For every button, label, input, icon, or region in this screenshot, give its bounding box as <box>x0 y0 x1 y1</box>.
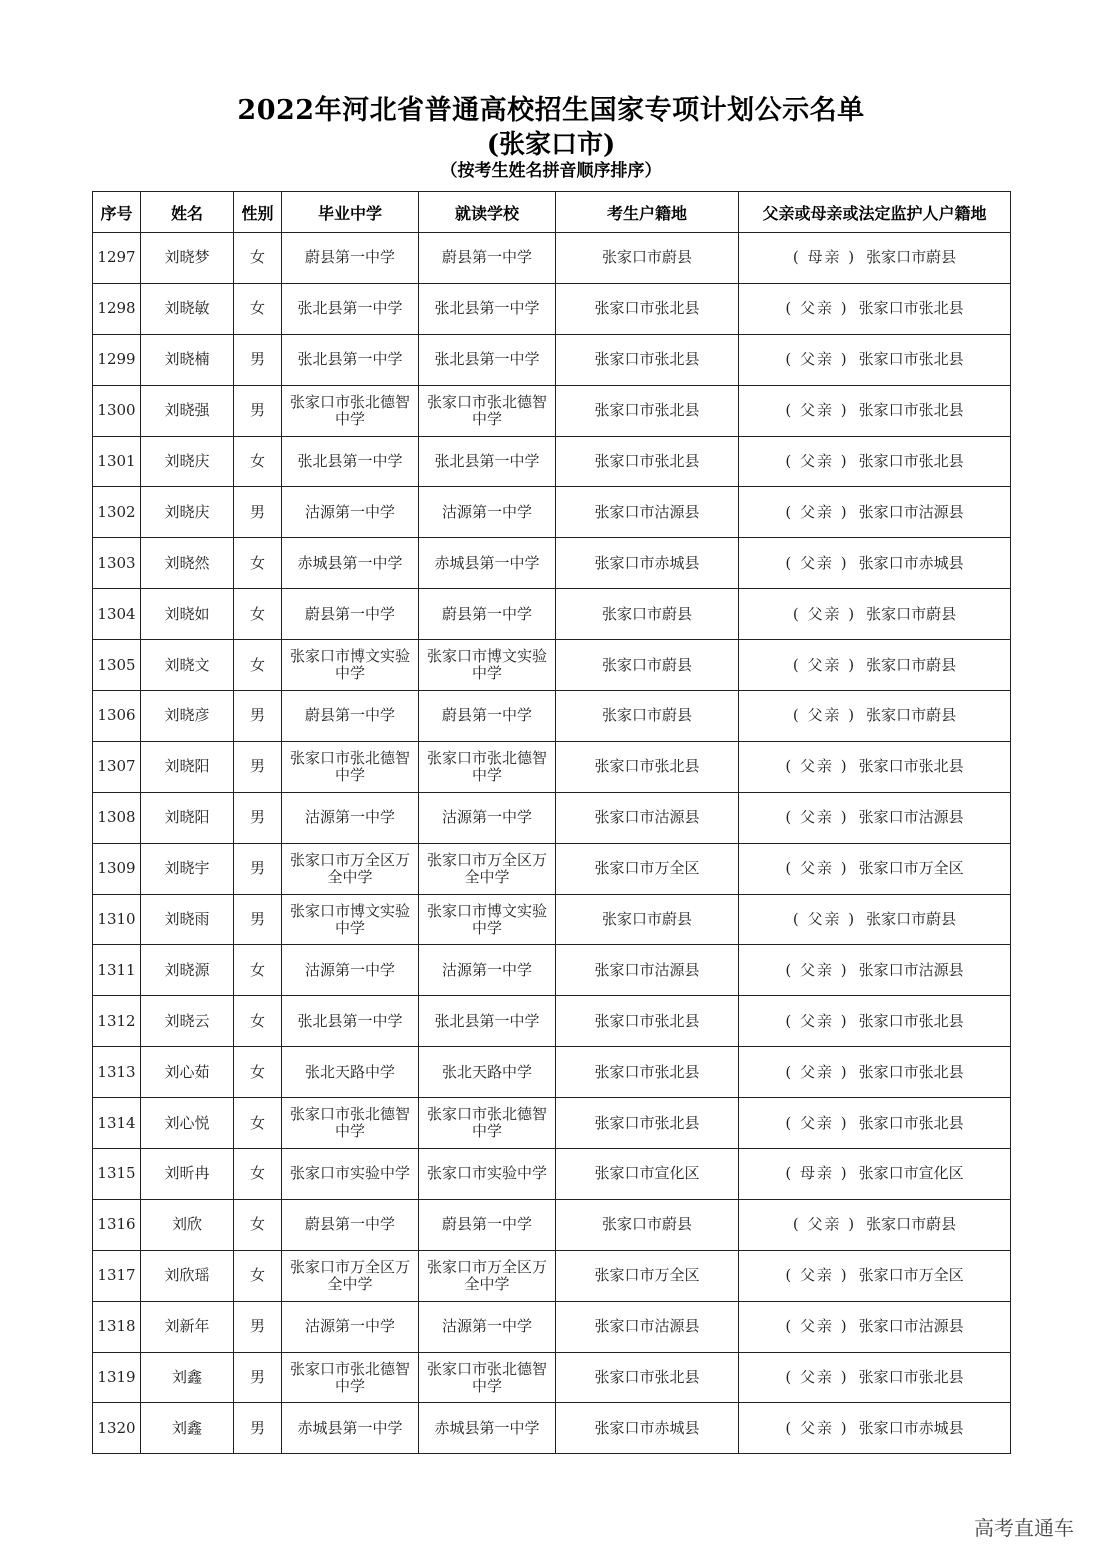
guardian-relation: ( 父亲 ) <box>785 1418 849 1437</box>
guardian-relation: ( 父亲 ) <box>785 1368 849 1387</box>
cell-grad-school: 赤城县第一中学 <box>282 1403 419 1454</box>
cell-residence: 张家口市蔚县 <box>556 1199 739 1250</box>
cell-gender: 男 <box>234 487 282 538</box>
cell-guardian <box>739 283 1011 334</box>
cell-current-school: 赤城县第一中学 <box>419 1403 556 1454</box>
cell-residence: 张家口市蔚县 <box>556 691 739 742</box>
cell-grad-school: 张家口市张北德智中学 <box>282 385 419 436</box>
cell-guardian <box>739 945 1011 996</box>
cell-residence: 张家口市万全区 <box>556 843 739 894</box>
cell-name: 刘晓彦 <box>141 691 234 742</box>
table-row <box>93 996 1011 1047</box>
guardian-relation: ( 父亲 ) <box>785 960 849 979</box>
cell-residence: 张家口市蔚县 <box>556 233 739 284</box>
cell-grad-school: 沽源第一中学 <box>282 1301 419 1352</box>
guardian-residence: 张家口市张北县 <box>858 350 964 369</box>
cell-grad-school: 张北县第一中学 <box>282 334 419 385</box>
guardian-relation: ( 父亲 ) <box>785 1011 849 1030</box>
cell-name: 刘晓敏 <box>141 283 234 334</box>
cell-gender: 女 <box>234 1047 282 1098</box>
cell-gender: 男 <box>234 741 282 792</box>
table-row <box>93 487 1011 538</box>
col-header-name: 姓名 <box>141 192 234 233</box>
cell-guardian <box>739 1098 1011 1149</box>
guardian-relation: ( 母亲 ) <box>792 248 857 267</box>
guardian-residence: 张家口市沽源县 <box>858 502 964 521</box>
col-header-grad-school: 毕业中学 <box>282 192 419 233</box>
cell-no: 1313 <box>93 1047 141 1098</box>
col-header-gender: 性别 <box>234 192 282 233</box>
col-header-residence: 考生户籍地 <box>556 192 739 233</box>
guardian-relation: ( 父亲 ) <box>785 1113 849 1132</box>
cell-name: 刘晓雨 <box>141 894 234 945</box>
table-row <box>93 233 1011 284</box>
guardian-relation: ( 父亲 ) <box>785 808 849 827</box>
cell-grad-school: 沽源第一中学 <box>282 487 419 538</box>
cell-grad-school: 蔚县第一中学 <box>282 233 419 284</box>
guardian-relation: ( 父亲 ) <box>785 1266 849 1285</box>
cell-guardian <box>739 1047 1011 1098</box>
cell-no: 1299 <box>93 334 141 385</box>
cell-guardian <box>739 1352 1011 1403</box>
cell-no: 1314 <box>93 1098 141 1149</box>
cell-name: 刘昕冉 <box>141 1149 234 1200</box>
cell-grad-school: 张北天路中学 <box>282 1047 419 1098</box>
table-row <box>93 385 1011 436</box>
cell-gender: 男 <box>234 843 282 894</box>
cell-current-school: 张家口市万全区万全中学 <box>419 1250 556 1301</box>
cell-no: 1308 <box>93 792 141 843</box>
table-row <box>93 589 1011 640</box>
cell-current-school: 张北县第一中学 <box>419 283 556 334</box>
cell-no: 1303 <box>93 538 141 589</box>
cell-current-school: 张北县第一中学 <box>419 436 556 487</box>
cell-gender: 男 <box>234 792 282 843</box>
cell-no: 1312 <box>93 996 141 1047</box>
cell-current-school: 张家口市张北德智中学 <box>419 1098 556 1149</box>
cell-gender: 男 <box>234 894 282 945</box>
guardian-relation: ( 父亲 ) <box>785 452 849 470</box>
cell-no: 1316 <box>93 1199 141 1250</box>
cell-guardian <box>739 1199 1011 1250</box>
cell-no: 1309 <box>93 843 141 894</box>
cell-residence: 张家口市张北县 <box>556 741 739 792</box>
cell-name: 刘晓文 <box>141 640 234 691</box>
cell-no: 1302 <box>93 487 141 538</box>
guardian-residence: 张家口市赤城县 <box>858 553 964 572</box>
guardian-residence: 张家口市蔚县 <box>866 248 957 267</box>
table-row <box>93 1098 1011 1149</box>
guardian-residence: 张家口市蔚县 <box>866 910 957 929</box>
cell-name: 刘晓庆 <box>141 436 234 487</box>
cell-no: 1304 <box>93 589 141 640</box>
cell-no: 1297 <box>93 233 141 284</box>
cell-residence: 张家口市沽源县 <box>556 487 739 538</box>
cell-residence: 张家口市沽源县 <box>556 1301 739 1352</box>
cell-grad-school: 张家口市实验中学 <box>282 1149 419 1200</box>
guardian-relation: ( 父亲 ) <box>792 604 857 623</box>
cell-name: 刘欣 <box>141 1199 234 1250</box>
guardian-residence: 张家口市张北县 <box>858 757 964 776</box>
cell-residence: 张家口市赤城县 <box>556 1403 739 1454</box>
cell-gender: 男 <box>234 385 282 436</box>
col-header-guardian-residence: 父亲或母亲或法定监护人户籍地 <box>739 192 1011 233</box>
cell-current-school: 沽源第一中学 <box>419 792 556 843</box>
cell-name: 刘鑫 <box>141 1403 234 1454</box>
cell-name: 刘晓阳 <box>141 792 234 843</box>
cell-name: 刘欣瑶 <box>141 1250 234 1301</box>
guardian-residence: 张家口市万全区 <box>858 859 964 878</box>
cell-current-school: 蔚县第一中学 <box>419 691 556 742</box>
cell-residence: 张家口市赤城县 <box>556 538 739 589</box>
table-row <box>93 894 1011 945</box>
cell-gender: 女 <box>234 996 282 1047</box>
cell-gender: 女 <box>234 945 282 996</box>
guardian-relation: ( 父亲 ) <box>785 553 849 572</box>
cell-current-school: 张北县第一中学 <box>419 996 556 1047</box>
guardian-relation: ( 父亲 ) <box>785 299 849 318</box>
cell-current-school: 沽源第一中学 <box>419 945 556 996</box>
cell-residence: 张家口市蔚县 <box>556 894 739 945</box>
cell-residence: 张家口市张北县 <box>556 283 739 334</box>
table-body <box>93 233 1011 1454</box>
cell-grad-school: 张家口市万全区万全中学 <box>282 1250 419 1301</box>
cell-residence: 张家口市蔚县 <box>556 640 739 691</box>
table-row <box>93 1047 1011 1098</box>
cell-guardian <box>739 1403 1011 1454</box>
guardian-residence: 张家口市万全区 <box>858 1266 964 1285</box>
guardian-residence: 张家口市蔚县 <box>866 655 957 674</box>
guardian-residence: 张家口市沽源县 <box>858 808 964 827</box>
cell-no: 1310 <box>93 894 141 945</box>
cell-no: 1305 <box>93 640 141 691</box>
watermark-text: 高考直通车 <box>974 1516 1074 1540</box>
table-row <box>93 691 1011 742</box>
cell-no: 1318 <box>93 1301 141 1352</box>
cell-current-school: 沽源第一中学 <box>419 1301 556 1352</box>
table-row <box>93 1352 1011 1403</box>
cell-no: 1300 <box>93 385 141 436</box>
cell-name: 刘晓庆 <box>141 487 234 538</box>
cell-current-school: 沽源第一中学 <box>419 487 556 538</box>
cell-guardian <box>739 436 1011 487</box>
cell-grad-school: 沽源第一中学 <box>282 945 419 996</box>
guardian-relation: ( 父亲 ) <box>785 859 849 878</box>
cell-residence: 张家口市沽源县 <box>556 792 739 843</box>
cell-current-school: 张北县第一中学 <box>419 334 556 385</box>
cell-gender: 女 <box>234 589 282 640</box>
cell-current-school: 蔚县第一中学 <box>419 589 556 640</box>
guardian-residence: 张家口市张北县 <box>858 1011 964 1030</box>
cell-gender: 女 <box>234 538 282 589</box>
guardian-residence: 张家口市张北县 <box>858 401 964 420</box>
page-title: 2022年河北省普通高校招生国家专项计划公示名单 <box>237 95 865 126</box>
cell-no: 1320 <box>93 1403 141 1454</box>
guardian-residence: 张家口市蔚县 <box>866 604 957 623</box>
guardian-relation: ( 母亲 ) <box>785 1164 849 1183</box>
cell-current-school: 张家口市万全区万全中学 <box>419 843 556 894</box>
cell-guardian <box>739 487 1011 538</box>
guardian-relation: ( 父亲 ) <box>792 706 857 725</box>
cell-gender: 男 <box>234 1301 282 1352</box>
guardian-relation: ( 父亲 ) <box>785 1317 849 1336</box>
cell-grad-school: 张家口市张北德智中学 <box>282 1098 419 1149</box>
guardian-residence: 张家口市沽源县 <box>858 1317 964 1336</box>
cell-no: 1317 <box>93 1250 141 1301</box>
cell-grad-school: 蔚县第一中学 <box>282 589 419 640</box>
guardian-residence: 张家口市张北县 <box>858 1368 964 1387</box>
cell-no: 1298 <box>93 283 141 334</box>
table-row <box>93 792 1011 843</box>
cell-gender: 男 <box>234 691 282 742</box>
cell-no: 1301 <box>93 436 141 487</box>
cell-guardian <box>739 792 1011 843</box>
cell-grad-school: 张北县第一中学 <box>282 436 419 487</box>
guardian-relation: ( 父亲 ) <box>785 401 849 420</box>
cell-guardian <box>739 691 1011 742</box>
cell-grad-school: 张家口市博文实验中学 <box>282 640 419 691</box>
cell-gender: 女 <box>234 1098 282 1149</box>
table-row <box>93 538 1011 589</box>
cell-residence: 张家口市张北县 <box>556 1098 739 1149</box>
cell-guardian <box>739 741 1011 792</box>
cell-name: 刘晓然 <box>141 538 234 589</box>
cell-residence: 张家口市张北县 <box>556 996 739 1047</box>
table-row <box>93 640 1011 691</box>
cell-no: 1319 <box>93 1352 141 1403</box>
table-row <box>93 1301 1011 1352</box>
table-row <box>93 1199 1011 1250</box>
table-row <box>93 436 1011 487</box>
cell-current-school: 张北天路中学 <box>419 1047 556 1098</box>
cell-name: 刘晓源 <box>141 945 234 996</box>
col-header-current-school: 就读学校 <box>419 192 556 233</box>
guardian-relation: ( 父亲 ) <box>785 757 849 776</box>
cell-name: 刘晓楠 <box>141 334 234 385</box>
cell-current-school: 张家口市张北德智中学 <box>419 1352 556 1403</box>
cell-name: 刘心悦 <box>141 1098 234 1149</box>
cell-guardian <box>739 385 1011 436</box>
cell-residence: 张家口市沽源县 <box>556 945 739 996</box>
cell-guardian <box>739 538 1011 589</box>
cell-guardian <box>739 843 1011 894</box>
table-row <box>93 945 1011 996</box>
cell-grad-school: 蔚县第一中学 <box>282 1199 419 1250</box>
guardian-residence: 张家口市赤城县 <box>858 1418 964 1437</box>
cell-gender: 女 <box>234 233 282 284</box>
guardian-relation: ( 父亲 ) <box>792 910 857 929</box>
guardian-relation: ( 父亲 ) <box>792 655 857 674</box>
table-row <box>93 1403 1011 1454</box>
cell-guardian <box>739 640 1011 691</box>
guardian-relation: ( 父亲 ) <box>785 1062 849 1081</box>
cell-residence: 张家口市张北县 <box>556 436 739 487</box>
cell-name: 刘心茹 <box>141 1047 234 1098</box>
guardian-relation: ( 父亲 ) <box>792 1215 857 1234</box>
cell-current-school: 赤城县第一中学 <box>419 538 556 589</box>
cell-name: 刘晓梦 <box>141 233 234 284</box>
guardian-residence: 张家口市张北县 <box>858 1062 964 1081</box>
cell-grad-school: 沽源第一中学 <box>282 792 419 843</box>
guardian-residence: 张家口市蔚县 <box>866 1215 957 1234</box>
cell-name: 刘晓强 <box>141 385 234 436</box>
guardian-residence: 张家口市蔚县 <box>866 706 957 725</box>
table-row <box>93 843 1011 894</box>
cell-current-school: 张家口市博文实验中学 <box>419 894 556 945</box>
table-row <box>93 283 1011 334</box>
cell-gender: 男 <box>234 1352 282 1403</box>
cell-guardian <box>739 894 1011 945</box>
cell-guardian <box>739 589 1011 640</box>
cell-residence: 张家口市宣化区 <box>556 1149 739 1200</box>
cell-gender: 女 <box>234 1199 282 1250</box>
table-row <box>93 1250 1011 1301</box>
guardian-residence: 张家口市张北县 <box>858 452 964 470</box>
guardian-residence: 张家口市张北县 <box>858 1113 964 1132</box>
cell-gender: 男 <box>234 334 282 385</box>
cell-guardian <box>739 334 1011 385</box>
sort-note: （按考生姓名拼音顺序排序） <box>440 161 662 181</box>
cell-current-school: 蔚县第一中学 <box>419 233 556 284</box>
cell-gender: 女 <box>234 283 282 334</box>
cell-grad-school: 张家口市张北德智中学 <box>282 1352 419 1403</box>
cell-name: 刘晓如 <box>141 589 234 640</box>
guardian-relation: ( 父亲 ) <box>785 350 849 369</box>
cell-grad-school: 张北县第一中学 <box>282 996 419 1047</box>
guardian-relation: ( 父亲 ) <box>785 502 849 521</box>
cell-name: 刘新年 <box>141 1301 234 1352</box>
cell-residence: 张家口市万全区 <box>556 1250 739 1301</box>
cell-gender: 女 <box>234 1149 282 1200</box>
cell-residence: 张家口市蔚县 <box>556 589 739 640</box>
cell-grad-school: 蔚县第一中学 <box>282 691 419 742</box>
cell-current-school: 张家口市张北德智中学 <box>419 385 556 436</box>
cell-grad-school: 张家口市博文实验中学 <box>282 894 419 945</box>
table-row <box>93 334 1011 385</box>
cell-guardian <box>739 233 1011 284</box>
cell-no: 1307 <box>93 741 141 792</box>
cell-grad-school: 赤城县第一中学 <box>282 538 419 589</box>
guardian-residence: 张家口市沽源县 <box>858 960 964 979</box>
cell-residence: 张家口市张北县 <box>556 334 739 385</box>
cell-guardian <box>739 996 1011 1047</box>
page-subtitle: (张家口市) <box>486 130 616 160</box>
cell-grad-school: 张北县第一中学 <box>282 283 419 334</box>
cell-name: 刘鑫 <box>141 1352 234 1403</box>
cell-no: 1315 <box>93 1149 141 1200</box>
cell-name: 刘晓阳 <box>141 741 234 792</box>
table-row <box>93 1149 1011 1200</box>
cell-residence: 张家口市张北县 <box>556 1352 739 1403</box>
table-row <box>93 741 1011 792</box>
cell-no: 1306 <box>93 691 141 742</box>
cell-current-school: 张家口市张北德智中学 <box>419 741 556 792</box>
cell-grad-school: 张家口市万全区万全中学 <box>282 843 419 894</box>
cell-gender: 女 <box>234 640 282 691</box>
table-header-row <box>93 192 1011 233</box>
cell-residence: 张家口市张北县 <box>556 1047 739 1098</box>
guardian-residence: 张家口市宣化区 <box>858 1164 964 1183</box>
cell-grad-school: 张家口市张北德智中学 <box>282 741 419 792</box>
cell-gender: 男 <box>234 1403 282 1454</box>
cell-guardian <box>739 1149 1011 1200</box>
cell-guardian <box>739 1250 1011 1301</box>
cell-current-school: 蔚县第一中学 <box>419 1199 556 1250</box>
roster-table <box>92 191 1011 1454</box>
cell-current-school: 张家口市博文实验中学 <box>419 640 556 691</box>
cell-current-school: 张家口市实验中学 <box>419 1149 556 1200</box>
cell-gender: 女 <box>234 1250 282 1301</box>
cell-gender: 女 <box>234 436 282 487</box>
cell-guardian <box>739 1301 1011 1352</box>
cell-residence: 张家口市张北县 <box>556 385 739 436</box>
cell-name: 刘晓云 <box>141 996 234 1047</box>
guardian-residence: 张家口市张北县 <box>858 299 964 318</box>
cell-name: 刘晓宇 <box>141 843 234 894</box>
col-header-no: 序号 <box>93 192 141 233</box>
cell-no: 1311 <box>93 945 141 996</box>
